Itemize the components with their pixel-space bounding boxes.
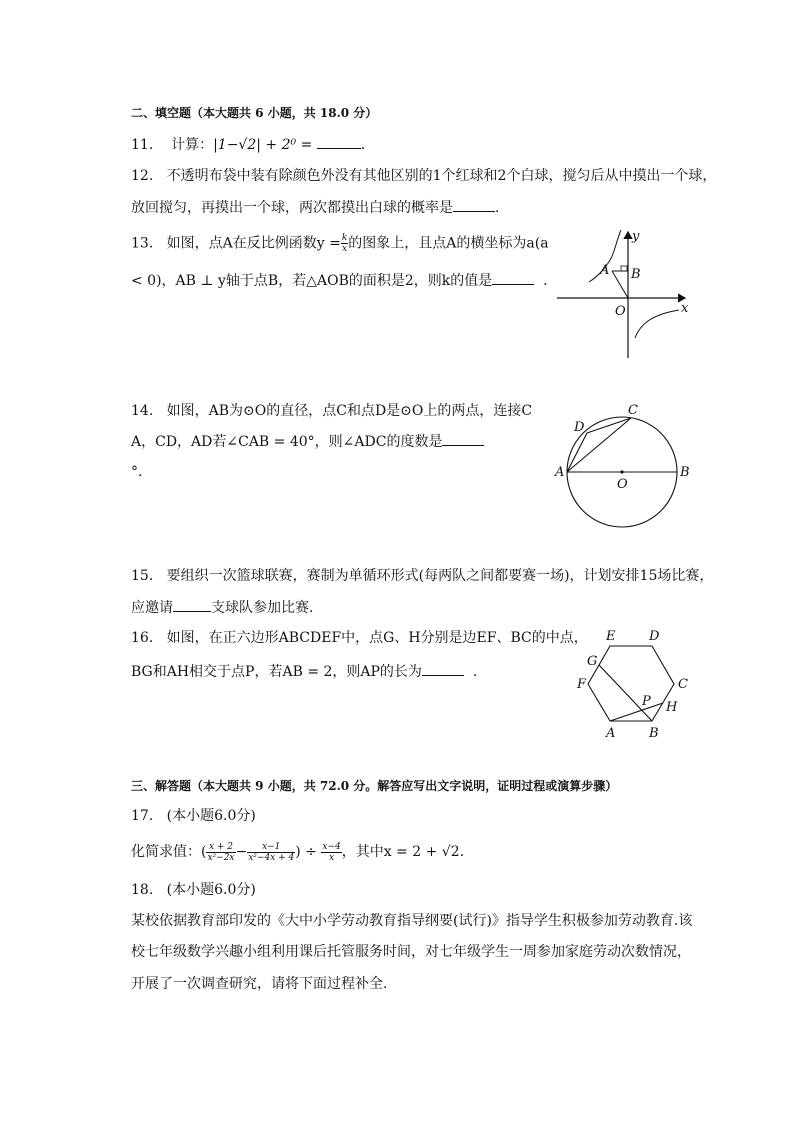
label-a: A (600, 263, 610, 278)
question-18-line-3: 开展了一次调查研究，请将下面过程补全. (131, 976, 388, 992)
question-15-line-2 (131, 597, 313, 618)
label-f: F (577, 677, 587, 692)
question-14-line-1 (131, 401, 532, 421)
hexagon-abcdef (588, 646, 674, 721)
question-17-body: 化简求值：( $\frac{x + 2}{\text{x²−2x}}$ − $\frac{x-1}{\text{x²−4x + 4}}$ ) ÷ $\frac{x-4}{x}$ ，其中x = 2 + √2. (131, 841, 465, 863)
question-text: 应邀请 (131, 600, 173, 616)
question-number: 12. (131, 168, 154, 184)
label-c: C (678, 677, 688, 692)
question-text: . (360, 137, 366, 153)
question-text: . (472, 664, 478, 680)
label-p: P (642, 694, 651, 709)
question-15-line-1 (131, 566, 713, 586)
question-13-line-2 (131, 270, 548, 291)
answer-blank[interactable] (492, 270, 534, 285)
label-a: A (606, 726, 616, 741)
question-text: 支球队参加比赛. (211, 600, 314, 616)
question-16-line-2 (131, 661, 477, 682)
question-number: 13. (131, 235, 154, 252)
label-o: O (615, 304, 626, 319)
center-point (620, 470, 623, 473)
question-13-line-1 (131, 233, 549, 254)
question-text: 如图，在正六边形ABCDEF中，点G、H分别是边EF、BC的中点， (166, 630, 588, 646)
question-text: ，其中x = 2 + √2. (341, 844, 465, 860)
answer-blank[interactable] (453, 197, 495, 212)
section-3-title: 三、解答题（本大题共 9 小题，共 72.0 分。解答应写出文字说明，证明过程或演算步骤） (131, 779, 618, 793)
label-g: G (587, 654, 598, 669)
question-12-line-2 (131, 197, 499, 218)
question-16-line-1 (131, 628, 588, 648)
question-text: A，CD，AD若∠CAB = 40°，则∠ADC的度数是 (131, 434, 443, 450)
label-b: B (649, 726, 659, 741)
question-text: < 0)，AB ⊥ y轴于点B，若△AOB的面积是2，则k的值是 (131, 273, 493, 289)
label-y: y (632, 229, 640, 244)
question-score: (本小题6.0分) (166, 808, 256, 824)
question-text: BG和AH相交于点P，若AB = 2，则AP的长为 (131, 664, 422, 680)
label-x: x (681, 301, 689, 316)
segment-ao (612, 271, 628, 298)
question-number: 15. (131, 568, 154, 584)
question-number: 14. (131, 403, 154, 419)
question-number: 16. (131, 630, 154, 646)
math-expression: |1−√2| + 2⁰ = (213, 137, 313, 153)
question-17-header (131, 806, 256, 826)
question-number: 11. (131, 137, 154, 153)
label-h: H (666, 700, 678, 715)
question-text: 要组织一次篮球联赛，赛制为单循环形式(每两队之间都要赛一场)，计划安排15场比赛， (166, 568, 714, 584)
hyperbola-branch-right (635, 310, 679, 338)
label-b: B (680, 465, 690, 480)
question-18-line-2: 校七年级数学兴趣小组利用课后托管服务时间，对七年级学生一周参加家庭劳动次数情况， (131, 944, 691, 960)
fraction-1: $\frac{x + 2}{\text{x²−2x}}$ (207, 841, 235, 863)
fraction-k-over-x: $\frac{k}{x}$ (341, 233, 348, 254)
question-text: ) ÷ (295, 844, 317, 860)
fraction-3: $\frac{x-4}{x}$ (322, 841, 341, 863)
answer-blank[interactable] (422, 661, 464, 676)
right-angle-mark (621, 266, 627, 271)
question-text: 如图，点A在反比例函数y = (166, 235, 341, 252)
label-o: O (617, 477, 628, 492)
label-b: B (631, 267, 641, 282)
segment-bg (599, 665, 652, 721)
question-11 (131, 134, 365, 155)
answer-blank[interactable] (442, 431, 484, 446)
question-text: . (495, 200, 500, 216)
question-14-line-2 (131, 431, 484, 452)
circle-figure (550, 400, 700, 530)
question-12-line-1 (131, 166, 716, 186)
section-2-title: 二、填空题（本大题共 6 小题，共 18.0 分） (131, 106, 378, 120)
question-18-line-1: 某校依据教育部印发的《大中小学劳动教育指导纲要(试行)》指导学生积极参加劳动教育.该 (131, 913, 693, 929)
question-14-line-3 (131, 462, 142, 482)
question-text: 计算： (171, 137, 214, 153)
question-text: 化简求值：( (131, 844, 207, 860)
question-text: 的图象上，且点A的横坐标为a(a (348, 235, 549, 252)
segment-ah (610, 703, 663, 721)
question-text: . (543, 273, 548, 289)
question-text: 放回搅匀，再摸出一个球，两次都摸出白球的概率是 (131, 200, 453, 216)
question-score: (本小题6.0分) (166, 882, 256, 898)
label-d: D (574, 420, 585, 435)
question-number: 17. (131, 808, 154, 824)
question-18-header (131, 880, 256, 900)
answer-blank[interactable] (317, 134, 361, 149)
fraction-2: $\frac{x-1}{\text{x²−4x + 4}}$ (248, 841, 295, 863)
label-e: E (606, 629, 616, 644)
question-text: °. (131, 464, 143, 480)
question-text: 不透明布袋中装有除颜色外没有其他区别的1个红球和2个白球，搅匀后从中摸出一个球， (166, 168, 717, 184)
hexagon-figure (572, 625, 698, 741)
label-c: C (628, 403, 638, 418)
question-text: 如图，AB为⊙O的直径，点C和点D是⊙O上的两点，连接C (166, 403, 533, 419)
label-d: D (649, 629, 660, 644)
question-number: 18. (131, 882, 154, 898)
label-a: A (555, 465, 565, 480)
answer-blank[interactable] (173, 597, 211, 612)
hyperbola-figure (555, 226, 695, 362)
